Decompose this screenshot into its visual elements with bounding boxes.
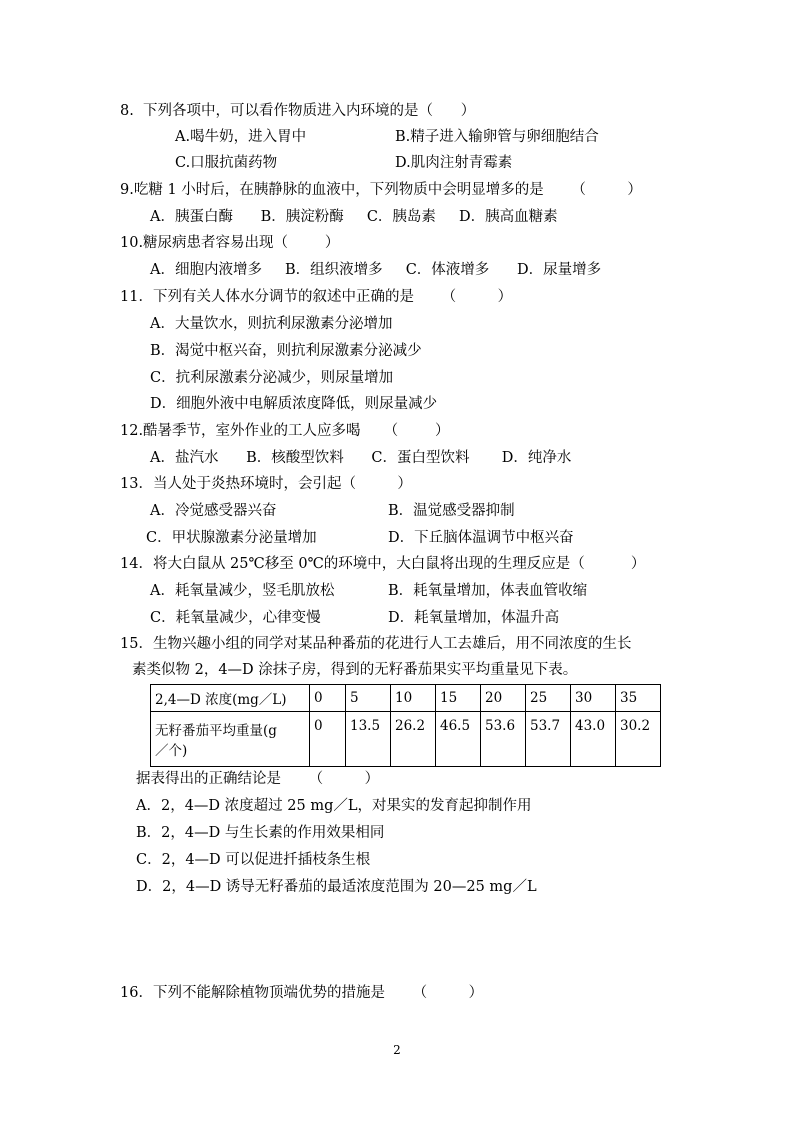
table-cell: 0 xyxy=(310,712,346,767)
option-b: B．耗氧量增加，体表血管收缩 xyxy=(388,583,588,599)
table-cell: 10 xyxy=(391,685,436,712)
table-header-cell: 2,4—D 浓度(mg／L) xyxy=(151,685,310,712)
page-number: 2 xyxy=(393,1043,401,1057)
table-cell: 0 xyxy=(310,685,346,712)
question-stem: 15．生物兴趣小组的同学对某品种番茄的花进行人工去雄后，用不同浓度的生长 xyxy=(120,636,632,652)
table-cell: 25 xyxy=(526,685,571,712)
option-a: A．耗氧量减少，竖毛肌放松 xyxy=(150,583,335,599)
option-c: C．2，4—D 可以促进扦插枝条生根 xyxy=(136,852,371,868)
option-d: D．耗氧量增加，体温升高 xyxy=(388,610,560,626)
options-line: A．细胞内液增多 B．组织液增多 C．体液增多 D．尿量增多 xyxy=(150,262,602,278)
table-cell: 35 xyxy=(616,685,661,712)
question-stem: 9.吃糖 1 小时后，在胰静脉的血液中，下列物质中会明显增多的是 （ ） xyxy=(120,182,642,198)
question-ask: 据表得出的正确结论是 （ ） xyxy=(136,771,380,787)
option-d: D．2，4—D 诱导无籽番茄的最适浓度范围为 20—25 mg／L xyxy=(136,879,537,895)
option-c: C．甲状腺激素分泌量增加 xyxy=(146,530,317,546)
table-cell: 30.2 xyxy=(616,712,661,767)
table-cell: 43.0 xyxy=(571,712,616,767)
option-b: B．温觉感受器抑制 xyxy=(388,503,515,519)
option-d: D．下丘脑体温调节中枢兴奋 xyxy=(388,530,574,546)
table-cell: 26.2 xyxy=(391,712,436,767)
question-stem-cont: 素类似物 2，4—D 涂抹子房，得到的无籽番茄果实平均重量见下表。 xyxy=(132,662,578,678)
option-c: C．抗利尿激素分泌减少，则尿量增加 xyxy=(150,370,394,386)
table-cell: 20 xyxy=(481,685,526,712)
option-b: B.精子进入输卵管与卵细胞结合 xyxy=(395,129,599,145)
option-a: A．2，4—D 浓度超过 25 mg／L，对果实的发育起抑制作用 xyxy=(136,798,532,814)
option-a: A．冷觉感受器兴奋 xyxy=(150,503,277,519)
options-line: A．盐汽水 B．核酸型饮料 C．蛋白型饮料 D．纯净水 xyxy=(150,450,572,466)
question-stem: 10.糖尿病患者容易出现（ ） xyxy=(120,235,340,251)
table-cell: 53.7 xyxy=(526,712,571,767)
table-cell: 13.5 xyxy=(346,712,391,767)
table-cell: 30 xyxy=(571,685,616,712)
table-cell: 46.5 xyxy=(436,712,481,767)
table-header-line: 无籽番茄平均重量(g xyxy=(155,723,277,739)
table-cell: 53.6 xyxy=(481,712,526,767)
table-header-cell xyxy=(151,712,310,767)
option-d: D.肌肉注射青霉素 xyxy=(395,155,513,171)
data-table xyxy=(150,684,661,767)
option-d: D．细胞外液中电解质浓度降低，则尿量减少 xyxy=(150,396,438,412)
question-stem: 13．当人处于炎热环境时，会引起（ ） xyxy=(120,476,412,492)
table-cell: 15 xyxy=(436,685,481,712)
options-line: A．胰蛋白酶 B．胰淀粉酶 C．胰岛素 D．胰高血糖素 xyxy=(150,209,558,225)
question-stem: 16．下列不能解除植物顶端优势的措施是 （ ） xyxy=(120,985,484,1001)
question-stem: 14．将大白鼠从 25℃移至 0℃的环境中，大白鼠将出现的生理反应是（ ） xyxy=(120,556,646,572)
table-header-line: ／个) xyxy=(155,743,188,759)
question-stem: 12.酷暑季节，室外作业的工人应多喝 （ ） xyxy=(120,423,450,439)
option-c: C．耗氧量减少，心律变慢 xyxy=(150,610,321,626)
table-row xyxy=(151,685,661,712)
option-a: A．大量饮水，则抗利尿激素分泌增加 xyxy=(150,316,393,332)
option-a: A.喝牛奶，进入胃中 xyxy=(175,129,307,145)
question-stem: 8. 下列各项中，可以看作物质进入内环境的是（ ） xyxy=(120,103,476,119)
option-b: B．2，4—D 与生长素的作用效果相同 xyxy=(136,825,385,841)
question-stem: 11．下列有关人体水分调节的叙述中正确的是 （ ） xyxy=(120,289,513,305)
table-cell: 5 xyxy=(346,685,391,712)
table-row xyxy=(151,712,661,767)
option-b: B．渴觉中枢兴奋，则抗利尿激素分泌减少 xyxy=(150,343,422,359)
option-c: C.口服抗菌药物 xyxy=(175,155,278,171)
